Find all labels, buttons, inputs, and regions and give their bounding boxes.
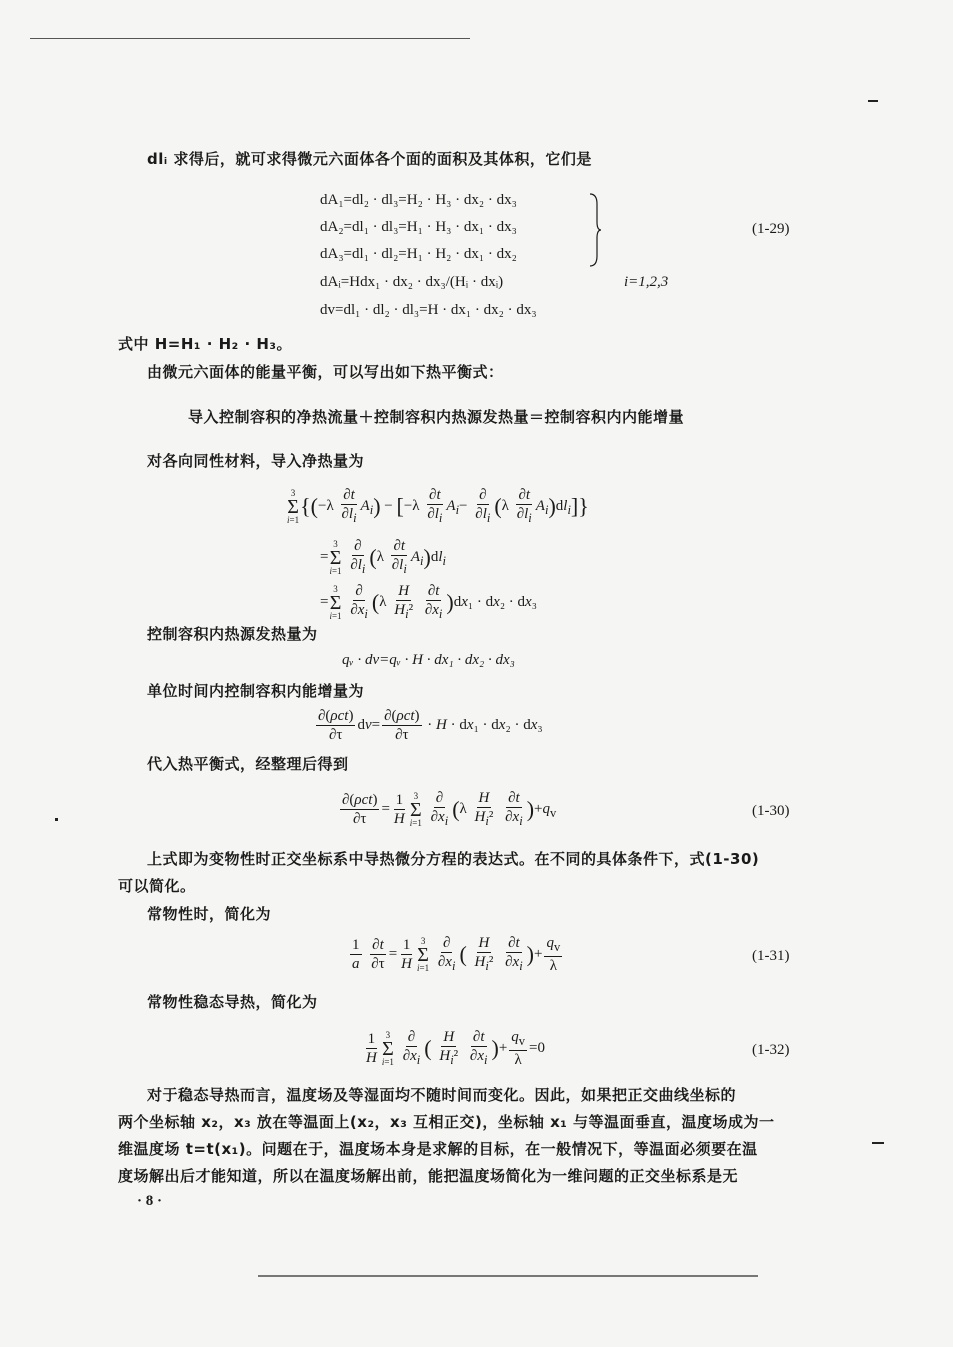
iso-intro: 对各向同性材料，导入净热量为 bbox=[147, 452, 365, 470]
margin-mark bbox=[872, 1142, 884, 1144]
const-prop-text: 常物性时，简化为 bbox=[147, 905, 272, 923]
paragraph-line: 两个坐标轴 x₂，x₃ 放在等温面上(x₂，x₃ 互相正交)，坐标轴 x₁ 与等温面垂直，温度场成为一 bbox=[118, 1113, 775, 1131]
equation-1-30: ∂(ρct) ∂τ = $\frac{1}{H}$ 3 Σ i=1 ∂ $\partial x_i$ (λ $\frac{H}{H_i^2}$ $\frac{\partial t}{\partial x_i}$ )$+q_v$ bbox=[342, 790, 557, 828]
margin-mark bbox=[55, 818, 58, 821]
heat-source-intro: 控制容积内热源发热量为 bbox=[147, 625, 318, 643]
equation-number: (1-30) bbox=[752, 803, 790, 819]
derivation-line-2: = 3 Σ i=1 ∂ $\partial l_i$ (λ $\frac{\partial t}{\partial l_i}$ $A_i)dl_i$ bbox=[320, 538, 446, 576]
heat-source-equation: qᵥ · dv=qᵥ · H · dx₁ · dx₂ · dx₃ bbox=[342, 652, 515, 668]
page-number: · 8 · bbox=[137, 1193, 163, 1209]
paragraph-line: 可以简化。 bbox=[118, 877, 196, 895]
derivation-line-3: = 3 Σ i=1 ∂ $\partial x_i$ (λ $\frac{H}{H_i^2}$ $\frac{\partial t}{\partial x_i}$ )dx₁ · dx₂ · dx₃ bbox=[320, 583, 537, 621]
margin-mark bbox=[868, 100, 878, 102]
energy-intro: 单位时间内控制容积内能增量为 bbox=[147, 682, 365, 700]
equation-number: (1-32) bbox=[752, 1042, 790, 1058]
paragraph-line: 上式即为变物性时正交坐标系中导热微分方程的表达式。在不同的具体条件下，式(1-30) bbox=[147, 850, 760, 868]
paragraph-line: 维温度场 t=t(x₁)。问题在于，温度场本身是求解的目标，在一般情况下，等温面必须要在温 bbox=[118, 1140, 758, 1158]
equation-number: (1-29) bbox=[752, 221, 790, 237]
const-steady-text: 常物性稳态导热，简化为 bbox=[147, 993, 318, 1011]
eq-line: dv=dl₁ · dl₂ · dl₃=H · dx₁ · dx₂ · dx₃ bbox=[320, 302, 537, 318]
paragraph-line: 对于稳态导热而言，温度场及等湿面均不随时间而变化。因此，如果把正交曲线坐标的 bbox=[147, 1086, 737, 1104]
balance-intro: 由微元六面体的能量平衡，可以写出如下热平衡式： bbox=[147, 363, 504, 381]
where-text: 式中 H=H₁ · H₂ · H₃。 bbox=[118, 335, 293, 353]
equation-number: (1-31) bbox=[752, 948, 790, 964]
energy-equation: ∂(ρct) ∂τ dv= ∂(ρct) ∂τ · H · dx₁ · dx₂ · dx₃ bbox=[318, 708, 543, 743]
balance-equation: 导入控制容积的净热流量＋控制容积内热源发热量＝控制容积内内能增量 bbox=[188, 408, 685, 426]
equation-1-31: $\frac{1}{a}$ $\frac{\partial t}{\partial\tau}$ = $\frac{1}{H}$ 3 Σ i=1 ∂ $\partial x_i$ ( $\frac{H}{H_i^2}$ $\frac{\partial t}{\partial x_i}$ )+ $\frac{q_v}{\lambda}$ bbox=[352, 935, 561, 974]
eq-line: dA₃=dl₁ · dl₂=H₁ · H₂ · dx₁ · dx₂ bbox=[320, 246, 517, 262]
top-rule bbox=[30, 38, 470, 39]
bottom-rule bbox=[258, 1275, 758, 1277]
eq-line: dA₁=dl₂ · dl₃=H₂ · H₃ · dx₂ · dx₃ bbox=[320, 192, 517, 208]
equation-1-32: $\frac{1}{H}$ 3 Σ i=1 ∂ $\partial x_i$ ( $\frac{H}{H_i^2}$ $\frac{\partial t}{\partial x_i}$ )+ $\frac{q_v}{\lambda}$ =0 bbox=[366, 1029, 546, 1068]
right-brace bbox=[588, 192, 602, 268]
paragraph-line: 度场解出后才能知道，所以在温度场解出前，能把温度场简化为一维问题的正交坐标系是无 bbox=[118, 1167, 739, 1185]
intro-text: dlᵢ 求得后，就可求得微元六面体各个面的面积及其体积，它们是 bbox=[147, 150, 592, 168]
derivation-line-1: 3 Σ i=1 {(−λ $\frac{\partial t}{\partial l_i}$ $A_i) - [-\lambda$ $\frac{\partial t}{\partial l_i}$ $A_i-$ ∂ $\partial l_i$ (λ $\frac{\partial t}{\partial l_i}$ $A_i)dl_i$]} bbox=[287, 487, 589, 525]
substitute-text: 代入热平衡式，经整理后得到 bbox=[147, 755, 349, 773]
index-range: i=1,2,3 bbox=[624, 274, 669, 290]
eq-line: dA₂=dl₁ · dl₃=H₁ · H₃ · dx₁ · dx₃ bbox=[320, 219, 517, 235]
eq-line: dAᵢ=Hdx₁ · dx₂ · dx₃/(Hᵢ · dxᵢ) bbox=[320, 274, 504, 290]
